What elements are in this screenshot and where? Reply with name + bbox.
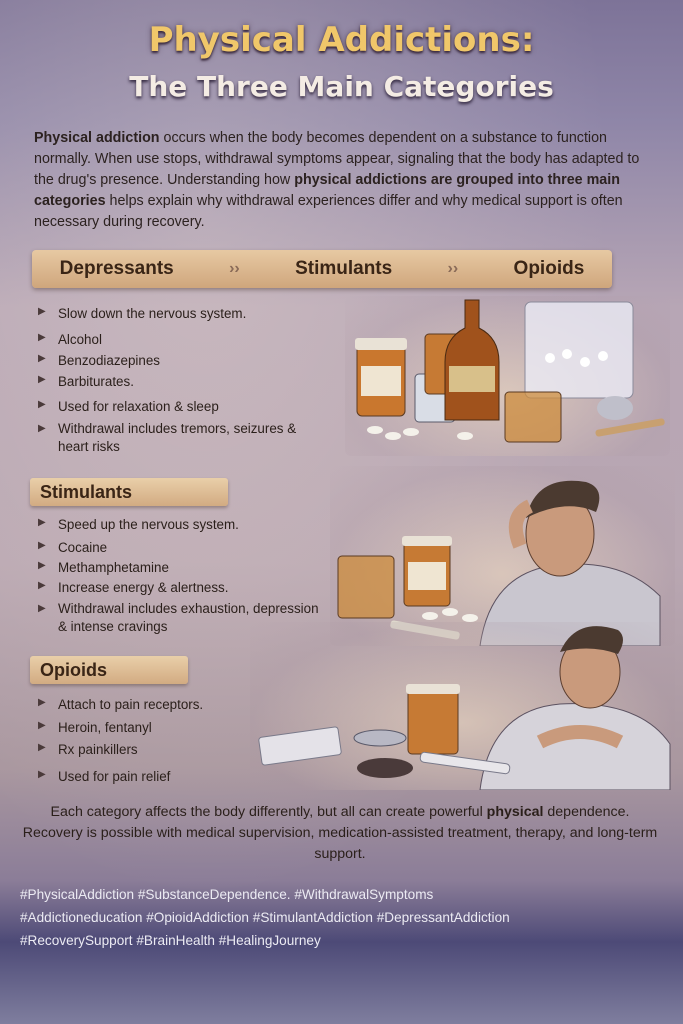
closing-text-2: dependence. Recovery is possible with medical supervision, medication-assisted treatment, therapy, and long-term support. xyxy=(22,804,658,862)
page-title: Physical Addictions: xyxy=(148,20,535,60)
list-item: ▶ Rx painkillers xyxy=(38,742,338,757)
closing-bold: physical xyxy=(486,804,544,820)
list-item: ▶ Cocaine xyxy=(38,540,338,555)
banner-item-stimulants: Stimulants xyxy=(295,258,393,279)
intro-bold-1: Physical addiction xyxy=(34,130,160,146)
banner-item-opioids: Opioids xyxy=(513,258,585,279)
list-item: ▶ Methamphetamine xyxy=(38,560,338,575)
list-item: ▶ Used for relaxation & sleep xyxy=(38,399,338,414)
list-item: ▶ Alcohol xyxy=(38,332,338,347)
man-chest-pain-icon xyxy=(250,622,675,790)
list-item: ▶ Heroin, fentanyl xyxy=(38,720,338,735)
list-item: ▶ Withdrawal includes tremors, seizures & heart risks xyxy=(38,420,298,456)
banner-item-depressants: Depressants xyxy=(59,258,174,279)
man-headache-icon xyxy=(330,466,675,646)
hashtag-line: #PhysicalAddiction #SubstanceDependence. #WithdrawalSymptoms xyxy=(20,887,434,902)
stimulants-heading: Stimulants xyxy=(30,478,228,506)
depressants-list xyxy=(38,306,338,456)
closing-paragraph xyxy=(20,802,660,865)
intro-paragraph xyxy=(34,128,649,233)
closing-text-1: Each category affects the body differently, but all can create powerful xyxy=(50,804,487,820)
list-item: ▶ Slow down the nervous system. xyxy=(38,306,338,321)
list-item: ▶ Speed up the nervous system. xyxy=(38,517,338,532)
hashtag-block xyxy=(20,883,668,952)
intro-text-2: helps explain why withdrawal experiences differ and why medical support is often necessary during recovery. xyxy=(34,193,623,230)
hashtag-line: #Addictioneducation #OpioidAddiction #StimulantAddiction #DepressantAddiction xyxy=(20,910,510,925)
banner-separator: ›› xyxy=(447,260,459,277)
list-item: ▶ Withdrawal includes exhaustion, depression & intense cravings xyxy=(38,600,328,636)
hashtag-line: #RecoverySupport #BrainHealth #HealingJourney xyxy=(20,933,321,948)
banner-separator: ›› xyxy=(229,260,240,277)
opioids-heading: Opioids xyxy=(30,656,188,684)
intro-text-1: occurs when the body becomes dependent on a substance to function normally. When use stops, withdrawal symptoms appear, signaling that the body has adapted to the drug's presence. Understanding how xyxy=(34,130,640,188)
list-item: ▶ Increase energy & alertness. xyxy=(38,580,338,595)
intro-bold-2: physical addictions are grouped into three main categories xyxy=(34,172,620,209)
page-subtitle: The Three Main Categories xyxy=(129,70,554,103)
bottles-pills-icon xyxy=(345,296,670,456)
list-item: ▶ Attach to pain receptors. xyxy=(38,697,338,712)
list-item: ▶ Used for pain relief xyxy=(38,769,338,784)
list-item: ▶ Benzodiazepines xyxy=(38,353,338,368)
list-item: ▶ Barbiturates. xyxy=(38,374,338,389)
stimulants-list xyxy=(38,517,338,636)
category-banner xyxy=(32,250,612,288)
